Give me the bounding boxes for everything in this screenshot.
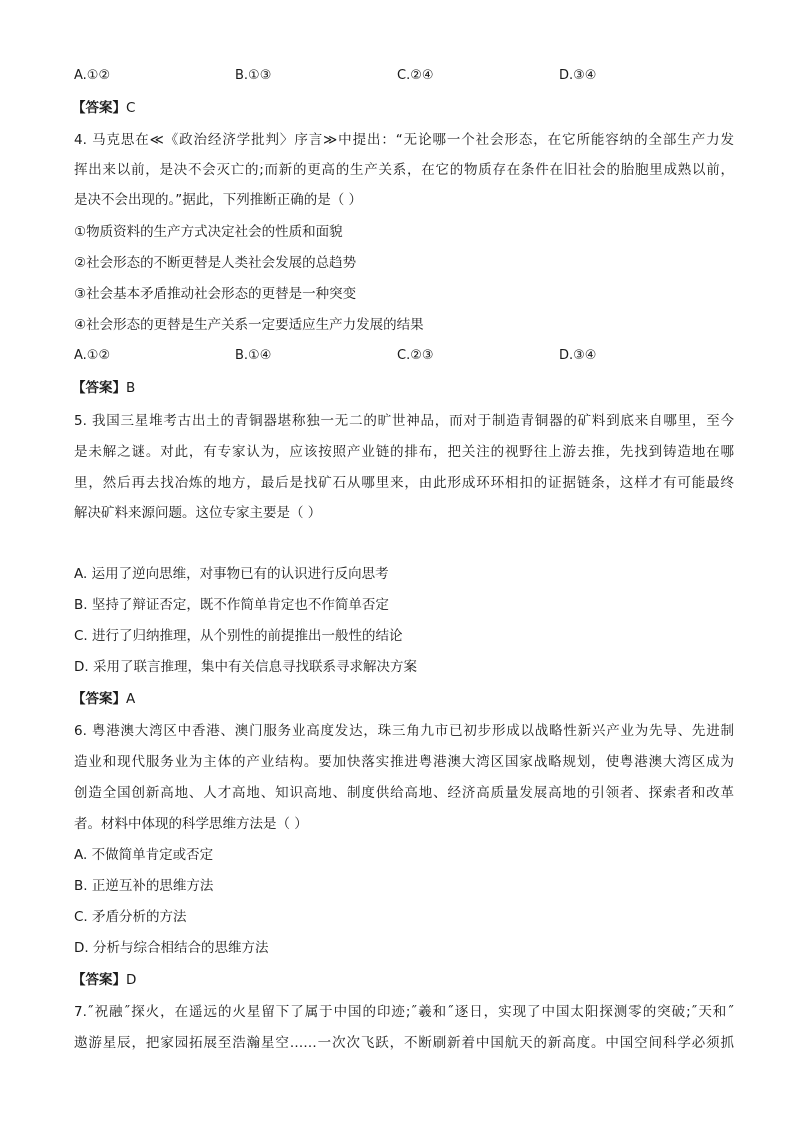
q5-option-b: B. 坚持了辩证否定，既不作简单肯定也不作简单否定 xyxy=(74,597,389,613)
q6-option-d: D. 分析与综合相结合的思维方法 xyxy=(74,940,269,956)
q3-option-b: B.①③ xyxy=(235,68,272,83)
q5-stem-line: 里，然后再去找冶炼的地方，最后是找矿石从哪里来，由此形成环环相扣的证据链条，这样才有可能最终 xyxy=(74,475,734,491)
answer-value: C xyxy=(126,100,136,116)
q4-item: ①物质资料的生产方式决定社会的性质和面貌 xyxy=(74,224,343,240)
q3-option-a: A.①② xyxy=(74,68,111,83)
q5-option-c: C. 进行了归纳推理，从个别性的前提推出一般性的结论 xyxy=(74,628,403,644)
answer-label: 【答案】 xyxy=(72,691,126,707)
q4-options xyxy=(74,346,734,366)
q6-option-a: A. 不做简单肯定或否定 xyxy=(74,847,214,863)
answer-value: B xyxy=(126,380,136,396)
q6-answer xyxy=(72,970,136,990)
q5-stem-line: 解决矿料来源问题。这位专家主要是（ ） xyxy=(74,505,322,521)
q5-option-d: D. 采用了联言推理，集中有关信息寻找联系寻求解决方案 xyxy=(74,659,417,675)
q4-item: ④社会形态的更替是生产关系一定要适应生产力发展的结果 xyxy=(74,317,424,333)
q6-stem-line: 造业和现代服务业为主体的产业结构。要加快落实推进粤港澳大湾区国家战略规划，使粤港澳大湾区成为 xyxy=(74,754,734,770)
q6-stem-line: 者。材料中体现的科学思维方法是（ ） xyxy=(74,816,308,832)
q5-stem-line: 是未解之谜。对此，有专家认为，应该按照产业链的排布，把关注的视野往上游去推，先找到铸造地在哪 xyxy=(74,444,734,460)
q4-stem-line: 是决不会出现的。”据此，下列推断正确的是（ ） xyxy=(74,192,363,208)
answer-value: D xyxy=(126,972,137,988)
q4-option-c: C.②③ xyxy=(397,348,434,363)
q4-item: ③社会基本矛盾推动社会形态的更替是一种突变 xyxy=(74,286,357,302)
q3-option-c: C.②④ xyxy=(397,68,434,83)
q3-options xyxy=(74,66,734,86)
q4-answer xyxy=(72,378,135,398)
q4-option-b: B.①④ xyxy=(235,348,272,363)
q5-answer xyxy=(72,689,135,709)
q3-answer xyxy=(72,98,135,118)
q7-stem-line: 遨游星辰，把家园拓展至浩瀚星空……一次次飞跃，不断刷新着中国航天的新高度。中国空间科学必须抓 xyxy=(74,1035,734,1051)
q4-stem-line: 4. 马克思在≪《政治经济学批判〉序言≫中提出：“无论哪一个社会形态，在它所能容纳的全部生产力发 xyxy=(74,132,734,148)
answer-label: 【答案】 xyxy=(72,380,126,396)
q4-option-d: D.③④ xyxy=(559,348,597,363)
q6-option-b: B. 正逆互补的思维方法 xyxy=(74,878,214,894)
q7-stem-line: 7.˝祝融˝探火，在遥远的火星留下了属于中国的印迹;˝羲和˝逐日，实现了中国太阳探测零的突破;˝天和˝ xyxy=(74,1004,734,1020)
answer-label: 【答案】 xyxy=(72,972,126,988)
q5-option-a: A. 运用了逆向思维，对事物已有的认识进行反向思考 xyxy=(74,566,389,582)
q6-stem-line: 6. 粤港澳大湾区中香港、澳门服务业高度发达，珠三角九市已初步形成以战略性新兴产业为先导、先进制 xyxy=(74,723,734,739)
q4-item: ②社会形态的不断更替是人类社会发展的总趋势 xyxy=(74,255,357,271)
answer-label: 【答案】 xyxy=(72,100,126,116)
q5-stem-line: 5. 我国三星堆考古出土的青铜器堪称独一无二的旷世神品，而对于制造青铜器的矿料到底来自哪里，至今 xyxy=(74,413,734,429)
q6-stem-line: 创造全国创新高地、人才高地、知识高地、制度供给高地、经济高质量发展高地的引领者、探索者和改革 xyxy=(74,785,734,801)
q4-stem-line: 挥出来以前，是决不会灭亡的;而新的更高的生产关系，在它的物质存在条件在旧社会的胎胞里成熟以前， xyxy=(74,162,734,178)
q3-option-d: D.③④ xyxy=(559,68,597,83)
q4-option-a: A.①② xyxy=(74,348,111,363)
q6-option-c: C. 矛盾分析的方法 xyxy=(74,909,187,925)
answer-value: A xyxy=(126,691,136,707)
